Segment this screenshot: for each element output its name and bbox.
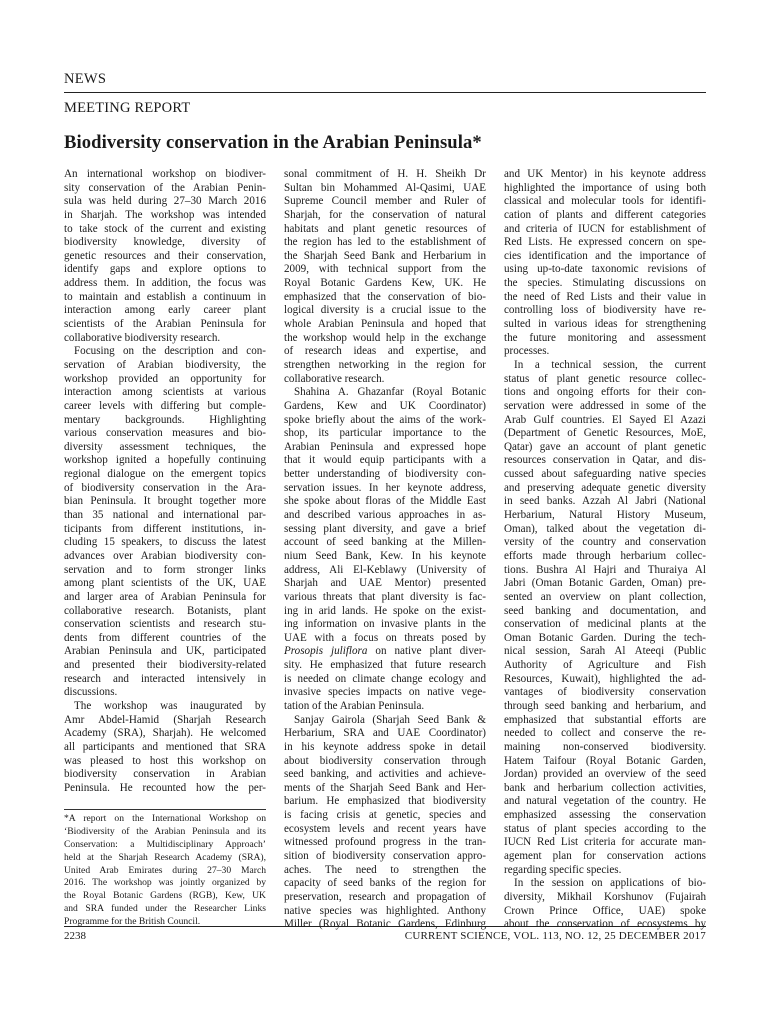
- text-line: Authority of Agriculture and Fish: [504, 659, 706, 672]
- text-line: ticipants from different institutions, in-: [64, 522, 266, 535]
- text-line: Sanjay Gairola (Sharjah Seed Bank &: [294, 713, 486, 726]
- text-line: Royal Botanic Gardens Kew, UK. He: [284, 277, 486, 290]
- text-line: Sultan bin Mohammed Al-Qasimi, UAE: [284, 181, 486, 194]
- text-line: resources conservation in Qatar, and dis-: [504, 454, 706, 467]
- text-line: sula was held during 27–30 March 2016: [64, 195, 266, 208]
- text-line: sity conservation of the Arabian Penin-: [64, 181, 266, 194]
- text-line: native species was highlighted. Anthony: [284, 904, 486, 917]
- text-line: IUCN Red List criteria for accurate man-: [504, 836, 706, 849]
- text-line: collaborative research.: [284, 372, 385, 385]
- text-line: interaction among early career plant: [64, 304, 266, 317]
- text-line: controlling loss of biodiversity have re-: [504, 304, 706, 317]
- text-line: the future monitoring and assessment: [504, 331, 706, 344]
- footnote-line: and SRA funded under the Researcher Links: [64, 903, 266, 915]
- text-line: was pleased to host this workshop on: [64, 754, 266, 767]
- text-line: seed banking, and activities and achieve-: [284, 768, 486, 781]
- text-line: emphasized assessing the conservation: [504, 809, 706, 822]
- text-line: Arabian Peninsula and UK, participated: [64, 645, 266, 658]
- text-line: better understanding of biodiversity con-: [284, 468, 486, 481]
- text-line: and larger area of Arabian Peninsula for: [64, 590, 266, 603]
- article-title: Biodiversity conservation in the Arabian Peninsula*: [64, 132, 482, 153]
- text-line: workshop provided an opportunity for: [64, 372, 266, 385]
- text-line: processes.: [504, 345, 550, 358]
- text-line: interaction among scientists at various: [64, 386, 266, 399]
- text-line: Red Lists. He expressed concern on spe-: [504, 236, 706, 249]
- text-line: highlighted the importance of using both: [504, 181, 706, 194]
- text-line: identify gaps and explore options to: [64, 263, 266, 276]
- text-line: and natural vegetation of the country. He: [504, 795, 706, 808]
- text-line: workshop ignited a hopefully continuing: [64, 454, 266, 467]
- text-line: the workshop would help in the exchange: [284, 331, 486, 344]
- text-line: versity of the country and conservation: [504, 536, 706, 549]
- text-line: sity. He emphasized that future research: [284, 659, 486, 672]
- species-name: Prosopis juliflora: [284, 645, 368, 658]
- bottom-rule: [64, 926, 706, 927]
- footnote-line: United Arab Emirates during 27–30 March: [64, 864, 266, 876]
- text-line: Crown Prince Office, UAE) spoke: [504, 904, 706, 917]
- text-line: scientists of the Arabian Peninsula for: [64, 318, 266, 331]
- text-line: she spoke about floras of the Middle East: [284, 495, 486, 508]
- text-line: logical diversity is a crucial issue to the: [284, 304, 486, 317]
- text-line: nium Seed Bank, Kew. In his keynote: [284, 549, 486, 562]
- text-line: that it would equip participants with a: [284, 454, 486, 467]
- text-line: cussed about safeguarding native species: [504, 468, 706, 481]
- text-line: about biodiversity conservation through: [284, 754, 486, 767]
- footnote-line: ‘Biodiversity of the Arabian Peninsula and its: [64, 825, 266, 837]
- text-line: Shahina A. Ghazanfar (Royal Botanic: [294, 386, 486, 399]
- text-line: Jabri (Oman Botanic Garden, Oman) pre-: [504, 577, 706, 590]
- text-line: all participants and mentioned that SRA: [64, 740, 266, 753]
- text-line: is facing crisis at genetic, species and: [284, 809, 486, 822]
- text-line: status of plant genetic resource collec-: [504, 372, 706, 385]
- text-line: research and interacted intensively in: [64, 672, 266, 685]
- text-line: to maintain and establish a continuum in: [64, 290, 266, 303]
- text-line: conservation of medicinal plants at the: [504, 618, 706, 631]
- footnote-line: held at the Sharjah Research Academy (SRA),: [64, 851, 266, 863]
- text-line: Amr Abdel-Hamid (Sharjah Research: [64, 713, 266, 726]
- text-line: Oman Botanic Garden. During the tech-: [504, 631, 706, 644]
- text-line: Jordan) provided an overview of the seed: [504, 768, 706, 781]
- text-line: regarding specific species.: [504, 863, 622, 876]
- text-line: An international workshop on biodiver-: [64, 168, 266, 180]
- subsection-label: MEETING REPORT: [64, 100, 191, 116]
- text-line: cluding 15 speakers, to discuss the latest: [64, 536, 266, 549]
- text-line: sessing plant diversity, and gave a brief: [284, 522, 486, 535]
- text-line: classical and molecular tools for identifi-: [504, 195, 706, 208]
- text-line: ing information on invasive plants in the: [284, 618, 486, 631]
- top-rule: [64, 92, 706, 93]
- text-line: agement plan for conservation actions: [504, 850, 706, 863]
- text-line: and UK Mentor) in his keynote address: [504, 168, 706, 180]
- text-line: In the session on applications of bio-: [514, 877, 706, 890]
- text-line: ing in arid lands. He spoke on the exist-: [284, 604, 486, 617]
- text-line: tation of the Arabian Peninsula.: [284, 699, 425, 712]
- footnote-line: Conservation: a Multidisciplinary Approach’: [64, 838, 266, 850]
- column-3: [504, 168, 706, 932]
- text-line: the Sharjah Seed Bank and Herbarium in: [284, 249, 486, 262]
- column-2: [284, 168, 486, 932]
- text-line: Supreme Council member and Ruler of: [284, 195, 486, 208]
- text-line: and described various approaches in as-: [284, 509, 486, 522]
- text-line: Peninsula. He recounted how the per-: [64, 781, 266, 794]
- footnote: [64, 813, 266, 929]
- text-line: Prosopis juliflora on native plant diver-: [284, 645, 486, 658]
- text-line: needed to collect and conserve the re-: [504, 727, 706, 740]
- text-line: vantages of biodiversity conservation: [504, 686, 706, 699]
- text-line: diversity, Mikhail Korshunov (Fujairah: [504, 890, 706, 903]
- text-line: preservation, research and propagation of: [284, 890, 486, 903]
- text-line: 2009, with technical support from the: [284, 263, 486, 276]
- text-line: Herbarium, Natural History Museum,: [504, 509, 706, 522]
- text-line: sulted in various ideas for strengthening: [504, 318, 706, 331]
- text-line: ecosystem levels and recent years have: [284, 822, 486, 835]
- text-line: through seed banking and herbarium, and: [504, 699, 706, 712]
- text-line: seed banking and documentation, and: [504, 604, 706, 617]
- text-line: Arabian Peninsula and expressed hope: [284, 440, 486, 453]
- journal-citation: CURRENT SCIENCE, VOL. 113, NO. 12, 25 DECEMBER 2017: [404, 930, 706, 942]
- text-line: is needed on climate change ecology and: [284, 672, 486, 685]
- text-line: capacity of seed banks of the region for: [284, 877, 486, 890]
- text-line: using up-to-date taxonomic revisions of: [504, 263, 706, 276]
- text-line: Hatem Taifour (Royal Botanic Garden,: [504, 754, 706, 767]
- text-line: about the conservation of ecosystems by: [504, 918, 706, 931]
- page-number: 2238: [64, 930, 86, 942]
- text-line: ments of the Sharjah Seed Bank and Her-: [284, 781, 486, 794]
- text-line: and presented their biodiversity-related: [64, 659, 266, 672]
- text-line: shop, its particular importance to the: [284, 427, 486, 440]
- text-line: the region has led to the establishment of: [284, 236, 486, 249]
- text-line: emphasized that substantial efforts are: [504, 713, 706, 726]
- text-line: address them. In addition, the focus was: [64, 277, 266, 290]
- text-line: status of plant species according to the: [504, 822, 706, 835]
- footnote-rule: [64, 809, 266, 810]
- text-line: and preserving adequate genetic diversity: [504, 481, 706, 494]
- text-line: career levels with differing but comple-: [64, 399, 266, 412]
- text-line: collaborative biodiversity research.: [64, 331, 221, 344]
- text-line: diversity assessment techniques, the: [64, 440, 266, 453]
- text-line: Sharjah and UAE Mentor) presented: [284, 577, 486, 590]
- text-line: to take stock of the current and existing: [64, 222, 266, 235]
- text-line: cation of plants and different categories: [504, 208, 706, 221]
- text-line: cies identification and the importance of: [504, 249, 706, 262]
- text-line: strengthen networking in the region for: [284, 358, 486, 371]
- text-line: the species. Stimulating discussions on: [504, 277, 706, 290]
- text-line: discussions.: [64, 686, 118, 699]
- text-line: sonal commitment of H. H. Sheikh Dr: [284, 168, 486, 180]
- text-line: servation issues. In her keynote address,: [284, 481, 486, 494]
- text-line: bian Peninsula. It brought together more: [64, 495, 266, 508]
- text-line: maining non-conserved biodiversity.: [504, 740, 706, 753]
- text-line: than 35 national and international par-: [64, 509, 266, 522]
- text-line: spoke briefly about the aims of the work-: [284, 413, 486, 426]
- text-line: whole Arabian Peninsula and hoped that: [284, 318, 486, 331]
- text-line: Miller (Royal Botanic Gardens, Edinburg: [284, 918, 486, 931]
- text-line: (Department of Genetic Resources, MoE,: [504, 427, 706, 440]
- text-line: servation and to form stronger links: [64, 563, 266, 576]
- text-line: In a technical session, the current: [514, 358, 706, 371]
- text-line: in his keynote address spoke in detail: [284, 740, 486, 753]
- text-line: regional dialogue on the emergent topics: [64, 468, 266, 481]
- text-line: Academy (SRA), Sharjah). He welcomed: [64, 727, 266, 740]
- text-line: Oman), talked about the vegetation di-: [504, 522, 706, 535]
- text-line: various conservation measures and bio-: [64, 427, 266, 440]
- text-line: barium. He emphasized that biodiversity: [284, 795, 486, 808]
- text-line: witnessed profound progress in the tran-: [284, 836, 486, 849]
- footnote-line: Programme for the British Council.: [64, 916, 201, 928]
- text-line: Arab Gulf countries. El Sayed El Azazi: [504, 413, 706, 426]
- text-line: mentary backgrounds. Highlighting: [64, 413, 266, 426]
- text-line: in Sharjah. The workshop was intended: [64, 208, 266, 221]
- text-line: servation of Arabian biodiversity, the: [64, 358, 266, 371]
- text-line: in seed banks. Azzah Al Jabri (National: [504, 495, 706, 508]
- text-line: of biodiversity conservation in the Ara-: [64, 481, 266, 494]
- text-line: Qatar) gave an account of plant genetic: [504, 440, 706, 453]
- text-line: account of seed banking at the Millen-: [284, 536, 486, 549]
- text-line: nical session, Sarah Al Ateeqi (Public: [504, 645, 706, 658]
- text-line: UAE with a focus on threats posed by: [284, 631, 486, 644]
- text-line: among plant scientists of the UK, UAE: [64, 577, 266, 590]
- text-line: the need of Red Lists and their value in: [504, 290, 706, 303]
- text-line: efforts made through herbarium collec-: [504, 549, 706, 562]
- text-line: biodiversity knowledge, diversity of: [64, 236, 266, 249]
- text-line: biodiversity conservation in Arabian: [64, 768, 266, 781]
- text-line: Focusing on the description and con-: [74, 345, 266, 358]
- text-line: collaborative research. Botanists, plant: [64, 604, 266, 617]
- text-line: sented an overview on plant collection,: [504, 590, 706, 603]
- text-line: Sharjah, for the conservation of natural: [284, 208, 486, 221]
- text-line: servation were addressed in some of the: [504, 399, 706, 412]
- text-line: address, Ali El-Keblawy (University of: [284, 563, 486, 576]
- text-line: bank and herbarium collection activities,: [504, 781, 706, 794]
- text-line: genetic resources and their conservation,: [64, 249, 266, 262]
- text-line: and criteria of IUCN for establishment of: [504, 222, 706, 235]
- section-label: NEWS: [64, 71, 107, 87]
- text-line: invasive species impacts on native vege-: [284, 686, 486, 699]
- text-line: of research ideas and expertise, and: [284, 345, 486, 358]
- text-line: Gardens, Kew and UK Coordinator): [284, 399, 486, 412]
- text-line: tions and ongoing efforts for their con-: [504, 386, 706, 399]
- text-line: various threats that plant diversity is fac-: [284, 590, 486, 603]
- text-line: conservation scientists and research stu-: [64, 618, 266, 631]
- text-line: advances over Arabian biodiversity con-: [64, 549, 266, 562]
- text-line: aches. The need to strengthen the: [284, 863, 486, 876]
- text-line: habitats and plant genetic resources of: [284, 222, 486, 235]
- footnote-line: 2016. The workshop was jointly organized by: [64, 877, 266, 889]
- text-line: The workshop was inaugurated by: [74, 699, 266, 712]
- column-1: [64, 168, 266, 795]
- text-line: sition of biodiversity conservation appro-: [284, 850, 486, 863]
- text-line: Herbarium, SRA and UAE Coordinator): [284, 727, 486, 740]
- text-line: tions. Bushra Al Hajri and Thuraiya Al: [504, 563, 706, 576]
- text-line: dents from different countries of the: [64, 631, 266, 644]
- text-line: emphasized that the conservation of bio-: [284, 290, 486, 303]
- footnote-line: the Royal Botanic Gardens (RGB), Kew, UK: [64, 890, 266, 902]
- footnote-line: *A report on the International Workshop on: [64, 813, 266, 824]
- text-line: Resources, Kuwait), highlighted the ad-: [504, 672, 706, 685]
